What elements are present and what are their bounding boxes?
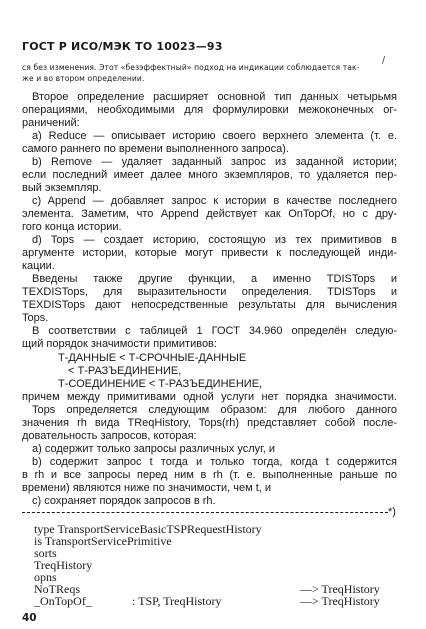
body-line: TEXDISTops, для выразительности определения. TDISTops и [22,286,397,298]
code-result: —> TreqHistory [300,582,380,596]
formula-line: < Т-РАЗЪЕДИНЕНИЕ, [68,365,182,377]
formula-line: Т-ДАННЫЕ < Т-СРОЧНЫЕ-ДАННЫЕ [58,352,247,364]
code-signature: : TSP, TreqHistory [132,594,222,608]
body-line: b) содержит запрос t тогда и только тогда, когда t содержится [32,456,397,468]
body-line: кации. [22,260,55,272]
body-line: Второе определение расширяет основной тип данных четырьмя [32,91,397,103]
body-line: TEXDISTops дают непосредственные результаты для вычисления [22,299,397,311]
body-line: Tops определяется следующим образом: для любого данного [32,404,397,416]
body-line: в rh и все запросы перед ним в rh (т. е. выполненные раньше по [22,469,397,481]
body-line: гого конца истории. [22,221,122,233]
code-line: opns [34,570,57,584]
running-header: ГОСТ Р ИСО/МЭК ТО 10023—93 [22,40,223,53]
rule-end-mark: *) [388,506,396,518]
code-line: TreqHistory [34,558,93,572]
separator-rule [22,512,388,513]
intro-line: ся без изменения. Этот «безэффектный» подход на индикации соблюдается так- [22,63,360,72]
body-line: В соответствии с таблицей 1 ГОСТ 34.960 определён следую- [32,325,397,337]
intro-line: же и во втором определении. [22,74,145,83]
body-line: Tops. [22,312,49,324]
code-line: _OnTopOf_ [34,594,92,608]
code-line: sorts [34,546,57,560]
body-line: самого раннего по времени выполненного запроса). [22,143,289,155]
body-line: значения rh вида TReqHistory, Tops(rh) представляет собой после- [22,417,397,429]
body-line: щий порядок значимости примитивов: [22,338,217,350]
body-line: а) Reduce — описывает историю своего верхнего элемента (т. е. [32,130,397,142]
body-line: Введены также другие функции, а именно TDISTops и [32,273,397,285]
body-line: раничений: [22,117,80,129]
body-line: d) Tops — создает историю, состоящую из тех примитивов в [32,234,397,246]
body-line: аргументе истории, которые могут привести к последующей инди- [22,247,397,259]
code-line: is TransportServicePrimitive [34,534,172,548]
code-line: type TransportServiceBasicTSPRequestHistory [34,522,262,536]
body-line: b) Remove — удаляет заданный запрос из заданной истории; [32,156,397,168]
body-line: времени) являются ниже по значимости, чем t, и [22,482,272,494]
body-line: довательность запросов, которая: [22,430,197,442]
body-line: вый экземпляр. [22,182,102,194]
page-number: 40 [22,612,37,624]
body-line: если последний имеет далее много экземпляров, то удаляется пер- [22,169,397,181]
body-line: операциями, необходимыми для формулировки межоконечных ог- [22,104,397,116]
margin-mark: / [382,56,386,66]
body-line: a) содержит только запросы различных услуг, и [32,443,276,455]
body-line: причем между примитивами одной услуги нет порядка значимости. [22,391,397,403]
code-line: NoTReqs [34,582,80,596]
body-line: c) сохраняет порядок запросов в rh. [32,495,216,507]
code-result: —> TreqHistory [300,594,380,608]
formula-line: Т-СОЕДИНЕНИЕ < Т-РАЗЪЕДИНЕНИЕ, [58,378,263,390]
body-line: элемента. Заметим, что Append действует как OnTopOf, но с дру- [22,208,397,220]
body-line: c) Append — добавляет запрос к истории в качестве последнего [32,195,397,207]
